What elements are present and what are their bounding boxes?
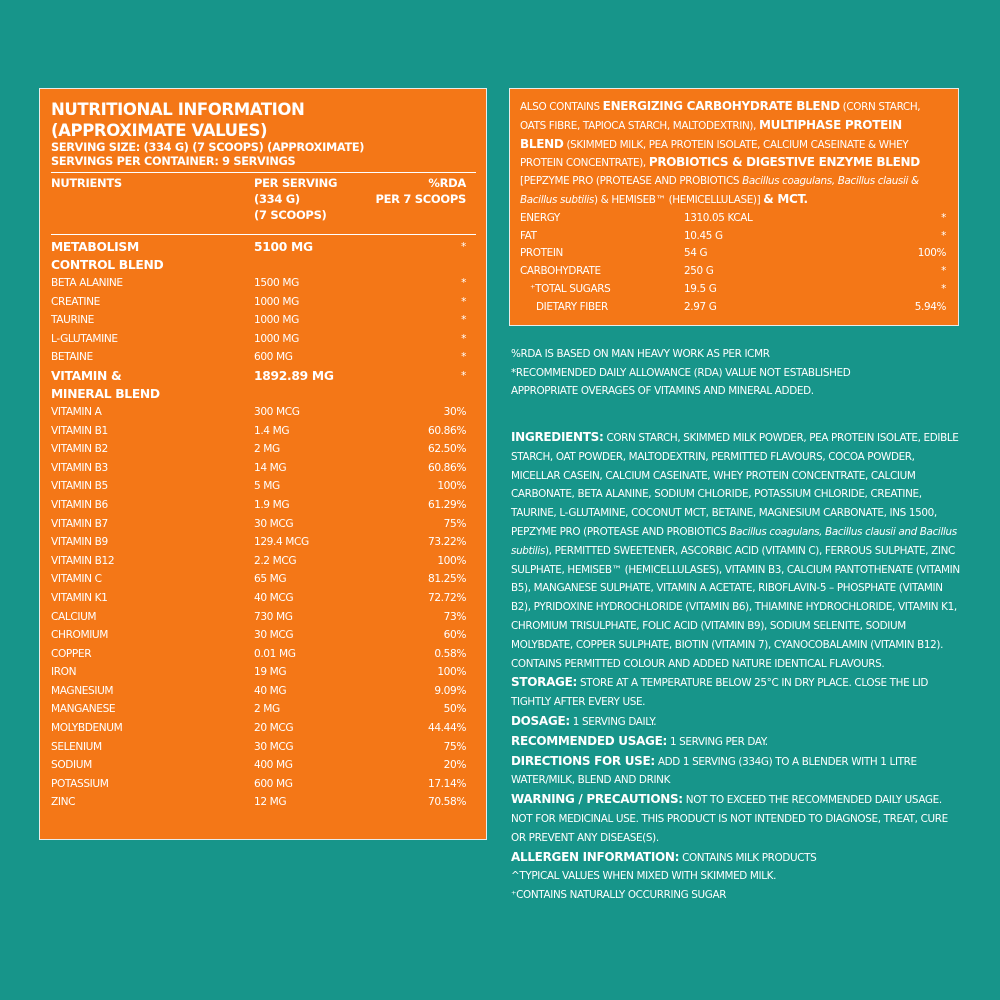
storage-text: STORE AT A TEMPERATURE BELOW 25°C IN DRY PLACE. CLOSE THE LID TIGHTLY AFTER EVERY USE. xyxy=(511,677,929,709)
nutrient-name: CARBOHYDRATE xyxy=(520,265,601,278)
metabolism-items xyxy=(51,274,476,367)
nutrient-name: VITAMIN A xyxy=(51,405,102,418)
probiotics-blend-label: PROBIOTICS & DIGESTIVE ENZYME BLEND xyxy=(648,155,920,170)
nutrient-name: BETAINE xyxy=(51,351,93,364)
nutrient-name: VITAMIN K1 xyxy=(51,591,108,604)
nutrient-name: VITAMIN B1 xyxy=(51,424,108,437)
blend-rda: * xyxy=(461,369,466,382)
sugar-note: ⁺CONTAINS NATURALLY OCCURRING SUGAR xyxy=(511,889,727,902)
table-row xyxy=(51,793,476,812)
nutrient-amount: 65 MG xyxy=(254,573,287,586)
table-row xyxy=(51,645,476,664)
nutrient-rda: * xyxy=(941,282,946,295)
nutrient-name: VITAMIN B3 xyxy=(51,461,108,474)
nutrient-name: BETA ALANINE xyxy=(51,277,123,289)
nutrient-rda: 20% xyxy=(443,759,466,772)
table-header xyxy=(51,173,476,234)
nutrient-name: MANGANESE xyxy=(51,703,116,716)
nutrient-name: COPPER xyxy=(51,647,92,660)
nutrient-rda: 75% xyxy=(443,517,466,530)
table-row xyxy=(51,570,476,589)
dosage-text: 1 SERVING DAILY. xyxy=(569,715,657,728)
table-row xyxy=(520,210,946,228)
table-row xyxy=(520,228,946,246)
nutrient-rda: 73% xyxy=(443,610,466,623)
nutrient-rda: 100% xyxy=(437,666,466,679)
nutrient-amount: 30 MCG xyxy=(254,629,294,642)
rda-notes xyxy=(511,345,961,401)
nutrient-amount: 19.5 G xyxy=(684,282,717,295)
nutrient-name: VITAMIN C xyxy=(51,573,102,586)
intro-text: ALSO CONTAINS xyxy=(520,101,603,113)
dosage-label: DOSAGE: xyxy=(511,713,570,728)
nutrient-name: DIETARY FIBER xyxy=(536,300,608,313)
nutrient-name: L-GLUTAMINE xyxy=(51,332,118,345)
table-row xyxy=(51,719,476,738)
ingredients-section xyxy=(511,428,961,905)
nutrient-rda: * xyxy=(461,277,466,289)
ingredients-text: CORN STARCH, SKIMMED MILK POWDER, PEA PROTEIN ISOLATE, EDIBLE STARCH, OAT POWDER, MALTODEXTRIN, PERMITTED FLAVOURS, COCOA POWDER, MICELLAR CASEIN, CALCIUM CASEINATE, WHEY PROTEIN CONCENTRATE, CALCIUM CARBONATE, BETA ALANINE, SODIUM CHLORIDE, POTASSIUM CHLORIDE, CREATINE, TAURINE, L-GLUTAMINE, COCONUT MCT, BETAINE, MAGNESIUM CARBONATE, INS 1500, PEPZYME PRO (PROTEASE AND PROBIOTICS xyxy=(511,432,959,538)
nutrient-rda: * xyxy=(941,265,946,278)
usage-paragraph xyxy=(511,732,961,752)
nutrient-rda: 75% xyxy=(443,740,466,753)
table-row xyxy=(51,775,476,794)
nutrient-name: IRON xyxy=(51,666,77,679)
col-per-serving-header: PER SERVING (334 G) (7 SCOOPS) xyxy=(254,176,338,222)
ingredients-paragraph xyxy=(511,428,961,655)
nutrient-amount: 300 MCG xyxy=(254,405,300,418)
warning-label: WARNING / PRECAUTIONS: xyxy=(511,792,683,807)
nutrient-amount: 1310.05 KCAL xyxy=(684,211,753,224)
table-row xyxy=(51,663,476,682)
table-row xyxy=(51,515,476,534)
nutrient-amount: 1000 MG xyxy=(254,314,299,327)
nutrient-amount: 1000 MG xyxy=(254,295,299,308)
nutrient-amount: 2 MG xyxy=(254,443,280,456)
allergen-paragraph xyxy=(511,848,961,868)
nutrient-rda: * xyxy=(941,211,946,224)
vitamin-blend-row xyxy=(51,367,476,403)
nutrient-rda: 60.86% xyxy=(428,461,466,474)
nutrient-name: FAT xyxy=(520,229,537,242)
nutrient-amount: 1.4 MG xyxy=(254,424,290,437)
nutrient-amount: 1500 MG xyxy=(254,277,299,289)
nutrient-amount: 400 MG xyxy=(254,759,293,772)
table-row xyxy=(51,274,476,293)
nutrient-amount: 5 MG xyxy=(254,480,280,493)
nutrient-rda: 60% xyxy=(443,629,466,642)
nutrient-name: VITAMIN B12 xyxy=(51,554,115,567)
typical-values-note: ^TYPICAL VALUES WHEN MIXED WITH SKIMMED MILK. xyxy=(511,870,777,883)
energizing-blend-label: ENERGIZING CARBOHYDRATE BLEND xyxy=(602,99,840,113)
nutrient-rda: 60.86% xyxy=(428,424,466,437)
nutrient-rda: 9.09% xyxy=(434,684,466,697)
table-row xyxy=(51,626,476,645)
dosage-paragraph xyxy=(511,712,961,732)
nutrient-amount: 2.97 G xyxy=(684,300,717,313)
table-row xyxy=(520,245,946,263)
table-row xyxy=(51,403,476,422)
table-row xyxy=(520,281,946,299)
nutrient-name: MOLYBDENUM xyxy=(51,722,123,735)
nutrient-name: ZINC xyxy=(51,796,76,809)
nutrient-rda: * xyxy=(461,314,466,327)
table-row xyxy=(51,552,476,571)
table-row xyxy=(51,496,476,515)
nutrient-amount: 40 MG xyxy=(254,684,287,697)
nutrient-rda: 81.25% xyxy=(428,573,466,586)
nutrient-rda: 44.44% xyxy=(428,722,466,735)
nutrient-amount: 20 MCG xyxy=(254,722,294,735)
nutrient-rda: 30% xyxy=(443,405,466,418)
nutrient-amount: 30 MCG xyxy=(254,517,294,530)
table-row xyxy=(51,440,476,459)
nutrient-name: SODIUM xyxy=(51,759,92,772)
directions-paragraph xyxy=(511,752,961,791)
nutrient-amount: 600 MG xyxy=(254,777,293,790)
multiphase-blend-label: MULTIPHASE PROTEIN BLEND xyxy=(520,117,902,151)
nutrient-amount: 2 MG xyxy=(254,703,280,716)
serving-size: SERVING SIZE: (334 G) (7 SCOOPS) (APPROXIMATE) xyxy=(51,141,365,154)
storage-label: STORAGE: xyxy=(511,675,578,690)
nutrient-amount: 250 G xyxy=(684,265,714,278)
nutrient-rda: 61.29% xyxy=(428,498,466,511)
table-row xyxy=(51,311,476,330)
nutrient-rda: 50% xyxy=(443,703,466,716)
table-row xyxy=(520,263,946,281)
nutrient-name: VITAMIN B2 xyxy=(51,443,108,456)
nutrient-rda: 72.72% xyxy=(428,591,466,604)
nutrient-name: ENERGY xyxy=(520,211,560,224)
nutrient-amount: 12 MG xyxy=(254,796,287,809)
nutrient-name: VITAMIN B9 xyxy=(51,536,108,549)
nutrient-rda: 100% xyxy=(917,247,946,260)
nutrient-amount: 129.4 MCG xyxy=(254,536,309,549)
allergen-text: CONTAINS MILK PRODUCTS xyxy=(679,851,817,864)
divider xyxy=(51,234,476,235)
nutrient-amount: 0.01 MG xyxy=(254,647,296,660)
allergen-label: ALLERGEN INFORMATION: xyxy=(511,849,680,864)
warning-text: NOT TO EXCEED THE RECOMMENDED DAILY USAGE. NOT FOR MEDICINAL USE. THIS PRODUCT IS NOT INTENDED TO DIAGNOSE, TREAT, CURE OR PREVENT ANY DISEASE(S). xyxy=(511,794,948,844)
storage-paragraph xyxy=(511,673,961,712)
energizing-blend-text: (CORN STARCH, OATS FIBRE, TAPIOCA STARCH, MALTODEXTRIN), xyxy=(520,101,921,132)
nutrient-rda: * xyxy=(461,332,466,345)
nutrient-name: VITAMIN B7 xyxy=(51,517,108,530)
nutrient-amount: 54 G xyxy=(684,247,708,260)
nutrient-name: PROTEIN xyxy=(520,247,563,260)
nutrient-name: TAURINE xyxy=(51,314,94,327)
probiotics-species: Bacillus coagulans, Bacillus clausii & Bacillus subtilis xyxy=(520,175,919,206)
nutrient-amount: 2.2 MCG xyxy=(254,554,297,567)
nutrient-rda: 70.58% xyxy=(428,796,466,809)
nutrient-amount: 14 MG xyxy=(254,461,287,474)
nutrient-rda: 62.50% xyxy=(428,443,466,456)
vitamin-items xyxy=(51,403,476,812)
nutrient-amount: 1.9 MG xyxy=(254,498,290,511)
colour-note: CONTAINS PERMITTED COLOUR AND ADDED NATURE IDENTICAL FLAVOURS. xyxy=(511,657,885,670)
table-row xyxy=(51,682,476,701)
nutrient-amount: 10.45 G xyxy=(684,229,723,242)
nutrient-name: ⁺TOTAL SUGARS xyxy=(530,282,611,295)
probiotics-text: [PEPZYME PRO (PROTEASE AND PROBIOTICS xyxy=(520,175,743,188)
nutrient-rda: 5.94% xyxy=(914,300,946,313)
nutrient-rda: * xyxy=(461,295,466,308)
panel-title-line1: NUTRITIONAL INFORMATION xyxy=(51,100,305,119)
table-row xyxy=(51,738,476,757)
nutrient-rda: * xyxy=(941,229,946,242)
table-row xyxy=(51,589,476,608)
table-row xyxy=(51,422,476,441)
note-line: *RECOMMENDED DAILY ALLOWANCE (RDA) VALUE NOT ESTABLISHED xyxy=(511,366,851,379)
usage-label: RECOMMENDED USAGE: xyxy=(511,733,667,748)
blend-name: METABOLISM CONTROL BLEND xyxy=(51,240,164,272)
nutrient-rda: 73.22% xyxy=(428,536,466,549)
table-row xyxy=(51,330,476,349)
nutrient-rda: 100% xyxy=(437,480,466,493)
table-row xyxy=(51,459,476,478)
multiphase-blend-text: (SKIMMED MILK, PEA PROTEIN ISOLATE, CALCIUM CASEINATE & WHEY PROTEIN CONCENTRATE), xyxy=(520,138,909,170)
nutrient-name: POTASSIUM xyxy=(51,777,109,790)
table-row xyxy=(51,293,476,312)
nutrient-name: CREATINE xyxy=(51,295,100,308)
nutrient-amount: 40 MCG xyxy=(254,591,294,604)
table-row xyxy=(520,299,946,317)
macro-rows xyxy=(520,210,946,317)
blend-name: VITAMIN & MINERAL BLEND xyxy=(51,368,160,401)
blend-description xyxy=(520,98,946,210)
table-row xyxy=(51,608,476,627)
ingredients-species: Bacillus coagulans, Bacillus clausii and Bacillus subtilis xyxy=(511,525,957,557)
blend-amount: 5100 MG xyxy=(254,240,313,254)
nutrient-rda: * xyxy=(461,351,466,364)
nutrient-name: CALCIUM xyxy=(51,610,97,623)
blend-amount: 1892.89 MG xyxy=(254,368,334,383)
note-line: APPROPRIATE OVERAGES OF VITAMINS AND MINERAL ADDED. xyxy=(511,385,814,398)
table-row xyxy=(51,533,476,552)
ingredients-label: INGREDIENTS: xyxy=(511,430,604,444)
nutrient-amount: 600 MG xyxy=(254,351,293,364)
nutrient-name: CHROMIUM xyxy=(51,629,109,642)
nutrition-facts-panel xyxy=(39,88,487,840)
nutrient-name: MAGNESIUM xyxy=(51,684,114,697)
nutrient-rda: 17.14% xyxy=(428,777,466,790)
directions-label: DIRECTIONS FOR USE: xyxy=(511,753,655,768)
warning-paragraph xyxy=(511,790,961,847)
nutrient-amount: 30 MCG xyxy=(254,740,294,753)
usage-text: 1 SERVING PER DAY. xyxy=(667,735,768,748)
nutrient-name: VITAMIN B5 xyxy=(51,480,108,493)
table-row xyxy=(51,477,476,496)
table-row xyxy=(51,756,476,775)
nutrient-amount: 1000 MG xyxy=(254,332,299,345)
table-row xyxy=(51,700,476,719)
nutrient-amount: 19 MG xyxy=(254,666,287,679)
nutrient-rda: 100% xyxy=(437,554,466,567)
col-rda-header: %RDA PER 7 SCOOPS xyxy=(375,176,466,206)
nutrient-name: VITAMIN B6 xyxy=(51,498,108,511)
directions-text: ADD 1 SERVING (334G) TO A BLENDER WITH 1 LITRE WATER/MILK, BLEND AND DRINK xyxy=(511,755,917,787)
table-row xyxy=(51,348,476,367)
additional-contents-panel xyxy=(509,88,959,326)
servings-per-container: SERVINGS PER CONTAINER: 9 SERVINGS xyxy=(51,155,296,168)
col-nutrients-header: NUTRIENTS xyxy=(51,176,122,190)
note-line: %RDA IS BASED ON MAN HEAVY WORK AS PER ICMR xyxy=(511,348,770,360)
metabolism-blend-row xyxy=(51,238,476,274)
ingredients-text-2: ), PERMITTED SWEETENER, ASCORBIC ACID (VITAMIN C), FERROUS SULPHATE, ZINC SULPHATE, HEMISEB™ (HEMICELLULASES), VITAMIN B3, CALCIUM PANTOTHENATE (VITAMIN B5), MANGANESE SULPHATE, VITAMIN A ACETATE, RIBOFLAVIN-5 – PHOSPHATE (VITAMIN B2), PYRIDOXINE HYDROCHLORIDE (VITAMIN B6), THIAMINE HYDROCHLORIDE, VITAMIN K1, CHROMIUM TRISULPHATE, FOLIC ACID (VITAMIN B9), SODIUM SELENITE, SODIUM MOLYBDATE, COPPER SULPHATE, BIOTIN (VITAMIN 7), CYANOCOBALAMIN (VITAMIN B12). xyxy=(511,544,960,651)
nutrient-name: SELENIUM xyxy=(51,740,102,753)
nutrient-rda: 0.58% xyxy=(434,647,466,660)
nutrient-amount: 730 MG xyxy=(254,610,293,623)
panel-title-line2: (APPROXIMATE VALUES) xyxy=(51,121,268,140)
mct-label: & MCT. xyxy=(763,191,808,206)
blend-rda: * xyxy=(461,241,466,253)
probiotics-text-2: ) & HEMISEB™ (HEMICELLULASE)] xyxy=(593,193,764,206)
